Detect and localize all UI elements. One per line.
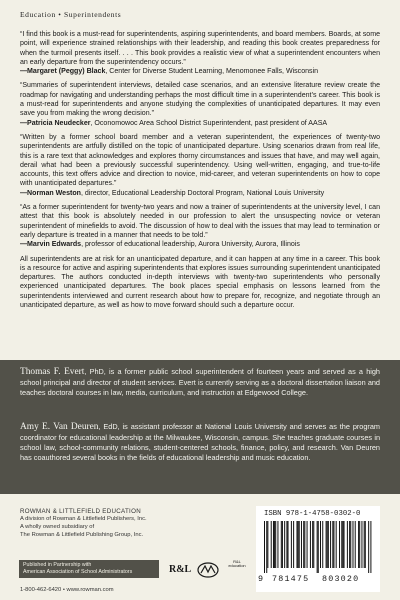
- endorsement-quote: “Summaries of superintendent interviews, detailed case scenarios, and an extensive literature review create the roadmap for navigating and understanding perhaps the most difficult time in a superintendent’s career. This book is a must-read for superintendents and anyone studying the complexities of unanticipated departures. It may even save you from making the wrong decision.”: [20, 82, 380, 118]
- partnership-line-2: American Association of School Administrators: [23, 568, 133, 575]
- isbn-barcode: [256, 506, 380, 592]
- category-label: Education • Superintendents: [20, 10, 122, 19]
- publisher-line-1: A division of Rowman & Littlefield Publishers, Inc.: [20, 516, 147, 523]
- publisher-name: ROWMAN & LITTLEFIELD EDUCATION: [20, 508, 141, 515]
- endorser-affiliation: , Center for Diverse Student Learning, Menomonee Falls, Wisconsin: [105, 68, 319, 76]
- endorser-name: —Patricia Neudecker: [20, 119, 91, 127]
- endorser-name: —Norman Weston: [20, 189, 81, 197]
- publisher-footer: [0, 494, 400, 600]
- publisher-line-2: A wholly owned subsidiary of: [20, 524, 95, 531]
- author-name: Amy E. Van Deuren: [20, 422, 99, 432]
- author-bio-text: , PhD, is a former public school superintendent of fourteen years and served as a high school principal and director of student services. Evert is currently serving as a doctoral dissertation liaison and teaches doctoral courses in law, media, curriculum, and instruction at Edgewood College.: [20, 367, 380, 398]
- author-bio-text: , EdD, is assistant professor at National Louis University and serves as the program coordinator for educational leadership at the Milwaukee, Wisconsin, campus. She teaches graduate courses in school law, school-community relations, student-centered schools, finance, policy, and research. Van Deuren has coauthored several books in the fields of educational leadership and music education.: [20, 422, 380, 462]
- endorsement-quote: “Written by a former school board member and a veteran superintendent, the experiences of twenty-two superintendents are artfully distilled on the topic of unanticipated departure. Using scenarios drawn from real life, this is a rare text that acknowledges and explores thorny circumstances and issues that have, and may well again, derail what had been a previously successful superintendency. Using well-written, engaging, and true-to-life accounts, this text offers advice and direction to novice, mid-career, and veteran superintendents on how to cope with unanticipated departures.”: [20, 133, 380, 188]
- endorser-affiliation: , director, Educational Leadership Doctoral Program, National Louis University: [80, 189, 325, 197]
- endorsement-4: [20, 203, 380, 249]
- publisher-contact: 1-800-462-6420 • www.rowman.com: [20, 587, 114, 593]
- author-bio-2: [20, 421, 380, 462]
- aasa-logo: [197, 562, 219, 578]
- endorsement-quote: “As a former superintendent for twenty-two years and now a trainer of superintendents at the university level, I can attest that this book is absolutely needed in our profession to alert the unsuspecting novice or veteran superintendent of minefields to avoid. The discussion of how to deal with the issues that may lead to termination or early departure is treated in a manner that needs to be told.”: [20, 204, 380, 239]
- endorsement-attribution: [20, 68, 318, 75]
- publisher-line-3: The Rowman & Littlefield Publishing Group, Inc.: [20, 531, 144, 538]
- endorsements: [20, 30, 380, 315]
- education-imprint-logo: R&L education: [228, 559, 246, 569]
- endorsement-attribution: [20, 190, 324, 197]
- rowman-littlefield-logo: R&L: [169, 564, 192, 575]
- barcode-group-1: 781475: [272, 574, 310, 584]
- endorser-affiliation: , professor of educational leadership, Aurora University, Aurora, Illinois: [81, 241, 300, 249]
- endorsement-attribution: [20, 241, 300, 248]
- endorser-name: —Margaret (Peggy) Black: [20, 68, 106, 76]
- aasa-emblem-icon: [197, 562, 219, 578]
- barcode-lead-digit: 9: [258, 574, 265, 584]
- author-name: Thomas F. Evert: [20, 367, 85, 377]
- partnership-banner: [19, 560, 159, 578]
- isbn-text: ISBN 978-1-4758-0302-0: [264, 510, 361, 518]
- author-bio-1: [20, 366, 380, 398]
- barcode-group-2: 803020: [322, 574, 360, 584]
- book-summary: All superintendents are at risk for an unanticipated departure, and it can happen at any time in a career. This book is a resource for active and aspiring superintendents that explores issues surrounding superintendent unanticipated departures. The authors conducted in-depth interviews with twenty-two superintendents who personally experienced unanticipated departures. The book places special emphasis on lessons learned from the superintendents interviewed and current research about how to prepare for, recognize, and negotiate through an unanticipated departure, as well as how to move forward should such a departure occur.: [20, 255, 380, 310]
- endorsement-3: [20, 133, 380, 198]
- endorser-affiliation: , Oconomowoc Area School District Superintendent, past president of AASA: [90, 119, 328, 127]
- endorser-name: —Marvin Edwards: [20, 241, 82, 249]
- endorsement-1: [20, 30, 380, 76]
- publisher-info: [20, 508, 147, 540]
- author-bios-band: [0, 360, 400, 494]
- endorsement-2: [20, 81, 380, 127]
- barcode-icon: [262, 521, 374, 573]
- partnership-line-1: Published in Partnership with: [23, 562, 92, 568]
- endorsement-attribution: [20, 120, 327, 127]
- endorsement-quote: “I find this book is a must-read for superintendents, aspiring superintendents, and board members. Boards, at some point, will experience strained relationships with their leadership, and reading this book creates preparedness for when the turmoil presents itself. . . . This book provides a realistic view of what a superintendent encounters when an early departure from the superintendency occurs.”: [20, 31, 380, 66]
